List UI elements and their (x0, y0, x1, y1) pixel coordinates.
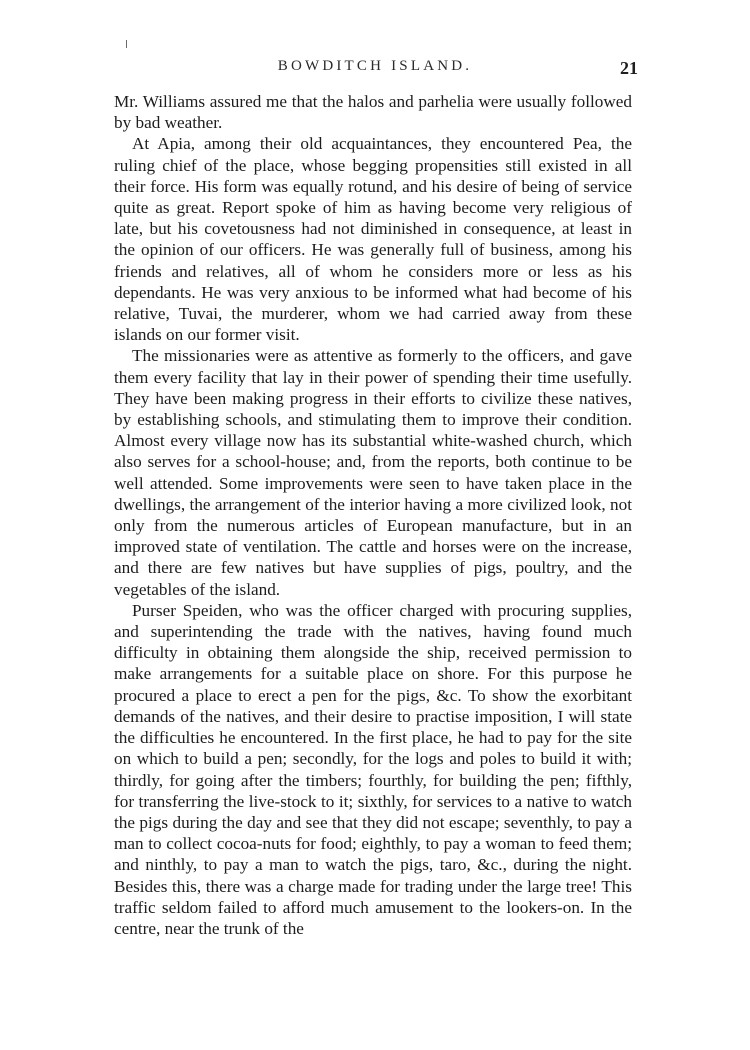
paragraph-2: At Apia, among their old acquaintances, they encountered Pea, the ruling chief of the place, whose begging propensities still existed in all their force. His form was equally rotund, and his desire of being of service quite as great. Report spoke of him as having become very religious of late, but his covetousness had not diminished in consequence, at least in the opinion of our officers. He was generally full of business, among his friends and relatives, all of whom he considers more or less as his dependants. He was very anxious to be informed what had become of his relative, Tuvai, the murderer, whom we had carried away from these islands on our former visit. (114, 134, 632, 345)
paragraph-3: The missionaries were as attentive as formerly to the officers, and gave them every facility that lay in their power of spending their time usefully. They have been making progress in their efforts to civilize these natives, by establishing schools, and stimulating them to improve their condition. Almost every village now has its substantial white-washed church, which also serves for a school-house; and, from the reports, both continue to be well attended. Some improvements were seen to have taken place in the dwellings, the arrangement of the interior having a more civilized look, not only from the numerous articles of European manufacture, but in an improved state of ventilation. The cattle and horses were on the increase, and there are few natives but have supplies of pigs, poultry, and the vegetables of the island. (114, 346, 632, 599)
margin-mark (126, 40, 127, 48)
paragraph-1: Mr. Williams assured me that the halos and parhelia were usually followed by bad weather. (114, 92, 632, 133)
body-text (114, 91, 632, 1001)
running-head: BOWDITCH ISLAND. (277, 58, 473, 74)
paragraph-4: Purser Speiden, who was the officer charged with procuring supplies, and superintending the trade with the natives, having found much difficulty in obtaining them alongside the ship, received permission to make arrangements for a suitable place on shore. For this purpose he procured a place to erect a pen for the pigs, &c. To show the exorbitant demands of the natives, and their desire to practise imposition, I will state the difficulties he encountered. In the first place, he had to pay for the site on which to build a pen; secondly, for the logs and poles to build it with; thirdly, for going after the timbers; fourthly, for building the pen; fifthly, for transferring the live-stock to it; sixthly, for services to a native to watch the pigs during the day and see that they did not escape; seventhly, to pay a man to collect cocoa-nuts for food; eighthly, to pay a woman to feed them; and ninthly, to pay a man to watch the pigs, taro, &c., during the night. Besides this, there was a charge made for trading under the large tree! This traffic seldom failed to afford much amusement to the lookers-on. In the centre, near the trunk of the (114, 600, 632, 938)
page-number: 21 (620, 58, 638, 78)
